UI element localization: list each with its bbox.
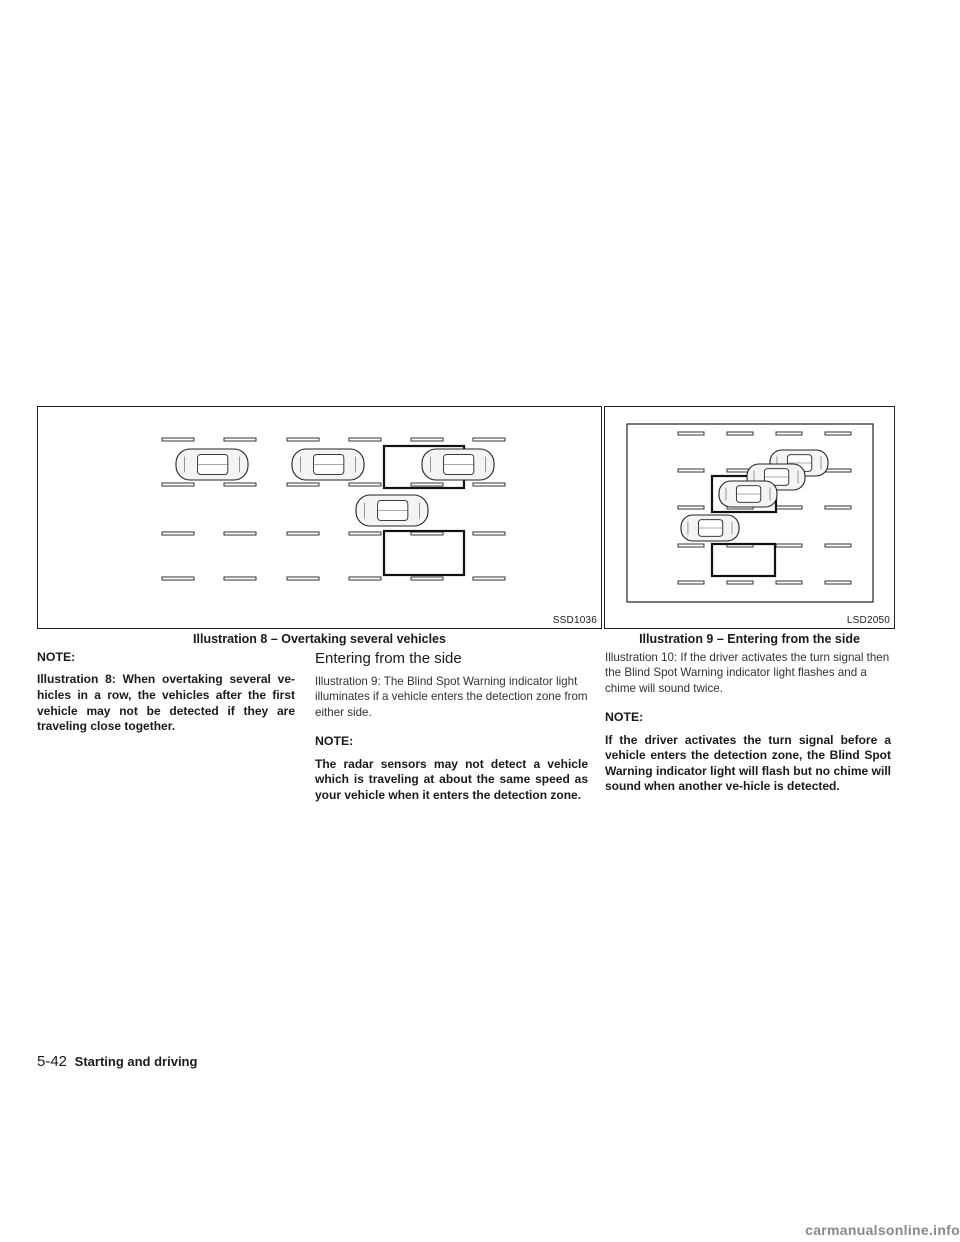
illustration-8-drawing [38,407,603,630]
text-column-1 [37,650,295,735]
illustration-9 [604,406,895,629]
illustration-8 [37,406,602,629]
car-icon [719,481,777,507]
lane-marking [287,483,319,486]
note-label: NOTE: [605,710,644,725]
lane-marking [224,438,256,441]
figure-caption: Illustration 8 – Overtaking several vehicles [193,632,446,646]
note-label: NOTE: [37,650,76,664]
lane-marking [473,532,505,535]
lane-marking [678,506,704,509]
lane-marking [678,432,704,435]
illustration-9-drawing [605,407,896,630]
watermark: carmanualsonline.info [805,1222,960,1238]
lane-marking [825,544,851,547]
lane-marking [776,432,802,435]
lane-marking [825,581,851,584]
note-text: The radar sensors may not detect a vehicle which is traveling at about the same speed as your vehicle when it enters the detection zone. [315,756,588,802]
lane-marking [224,483,256,486]
lane-marking [162,532,194,535]
lane-marking [678,469,704,472]
note-label: NOTE: [315,734,354,749]
lane-marking [349,532,381,535]
page-number: 5-42 [37,1053,68,1070]
lane-marking [776,544,802,547]
lane-marking [287,532,319,535]
lane-marking [411,577,443,580]
lane-marking [349,438,381,441]
car-icon [356,495,428,526]
detection-zone [384,531,464,575]
lane-marking [727,432,753,435]
figure-code: LSD2050 [846,615,890,626]
lane-marking [287,438,319,441]
lane-marking [727,581,753,584]
lane-marking [162,483,194,486]
lane-marking [349,483,381,486]
footer-section: Starting and driving [74,1054,198,1069]
lane-marking [776,581,802,584]
car-icon [176,449,248,480]
note-text: Illustration 8: When overtaking several ve-hicles in a row, the vehicles after the first vehicle may not be detected if they are traveling close together. [37,672,295,734]
note-text: If the driver activates the turn signal before a vehicle enters the detection zone, the Blind Spot Warning indicator light will flash but no chime will sound when another ve-hicle is detected. [605,732,891,794]
lane-marking [411,438,443,441]
lane-marking [678,544,704,547]
lane-marking [411,483,443,486]
lane-marking [473,438,505,441]
lane-marking [224,577,256,580]
car-icon [292,449,364,480]
car-icon [422,449,494,480]
lane-marking [473,577,505,580]
lane-marking [411,532,443,535]
body-paragraph: Illustration 10: If the driver activates the turn signal then the Blind Spot Warning indicator light flashes and a chime will sound twice. [605,651,890,695]
figure-code: SSD1036 [552,615,597,626]
figure-caption: Illustration 9 – Entering from the side [639,632,860,646]
lane-marking [825,469,851,472]
text-column-3 [605,650,891,795]
lane-marking [287,577,319,580]
lane-marking [224,532,256,535]
lane-marking [825,506,851,509]
lane-marking [349,577,381,580]
lane-marking [678,581,704,584]
lane-marking [776,506,802,509]
detection-zone [712,544,775,576]
lane-marking [825,432,851,435]
lane-marking [473,483,505,486]
lane-marking [162,438,194,441]
section-title: Entering from the side [315,650,462,667]
lane-marking [162,577,194,580]
text-column-2 [315,650,588,803]
page-footer [37,1053,197,1070]
body-paragraph: Illustration 9: The Blind Spot Warning indicator light illuminates if a vehicle enters the detection zone from either side. [315,675,588,719]
car-icon [681,515,739,541]
